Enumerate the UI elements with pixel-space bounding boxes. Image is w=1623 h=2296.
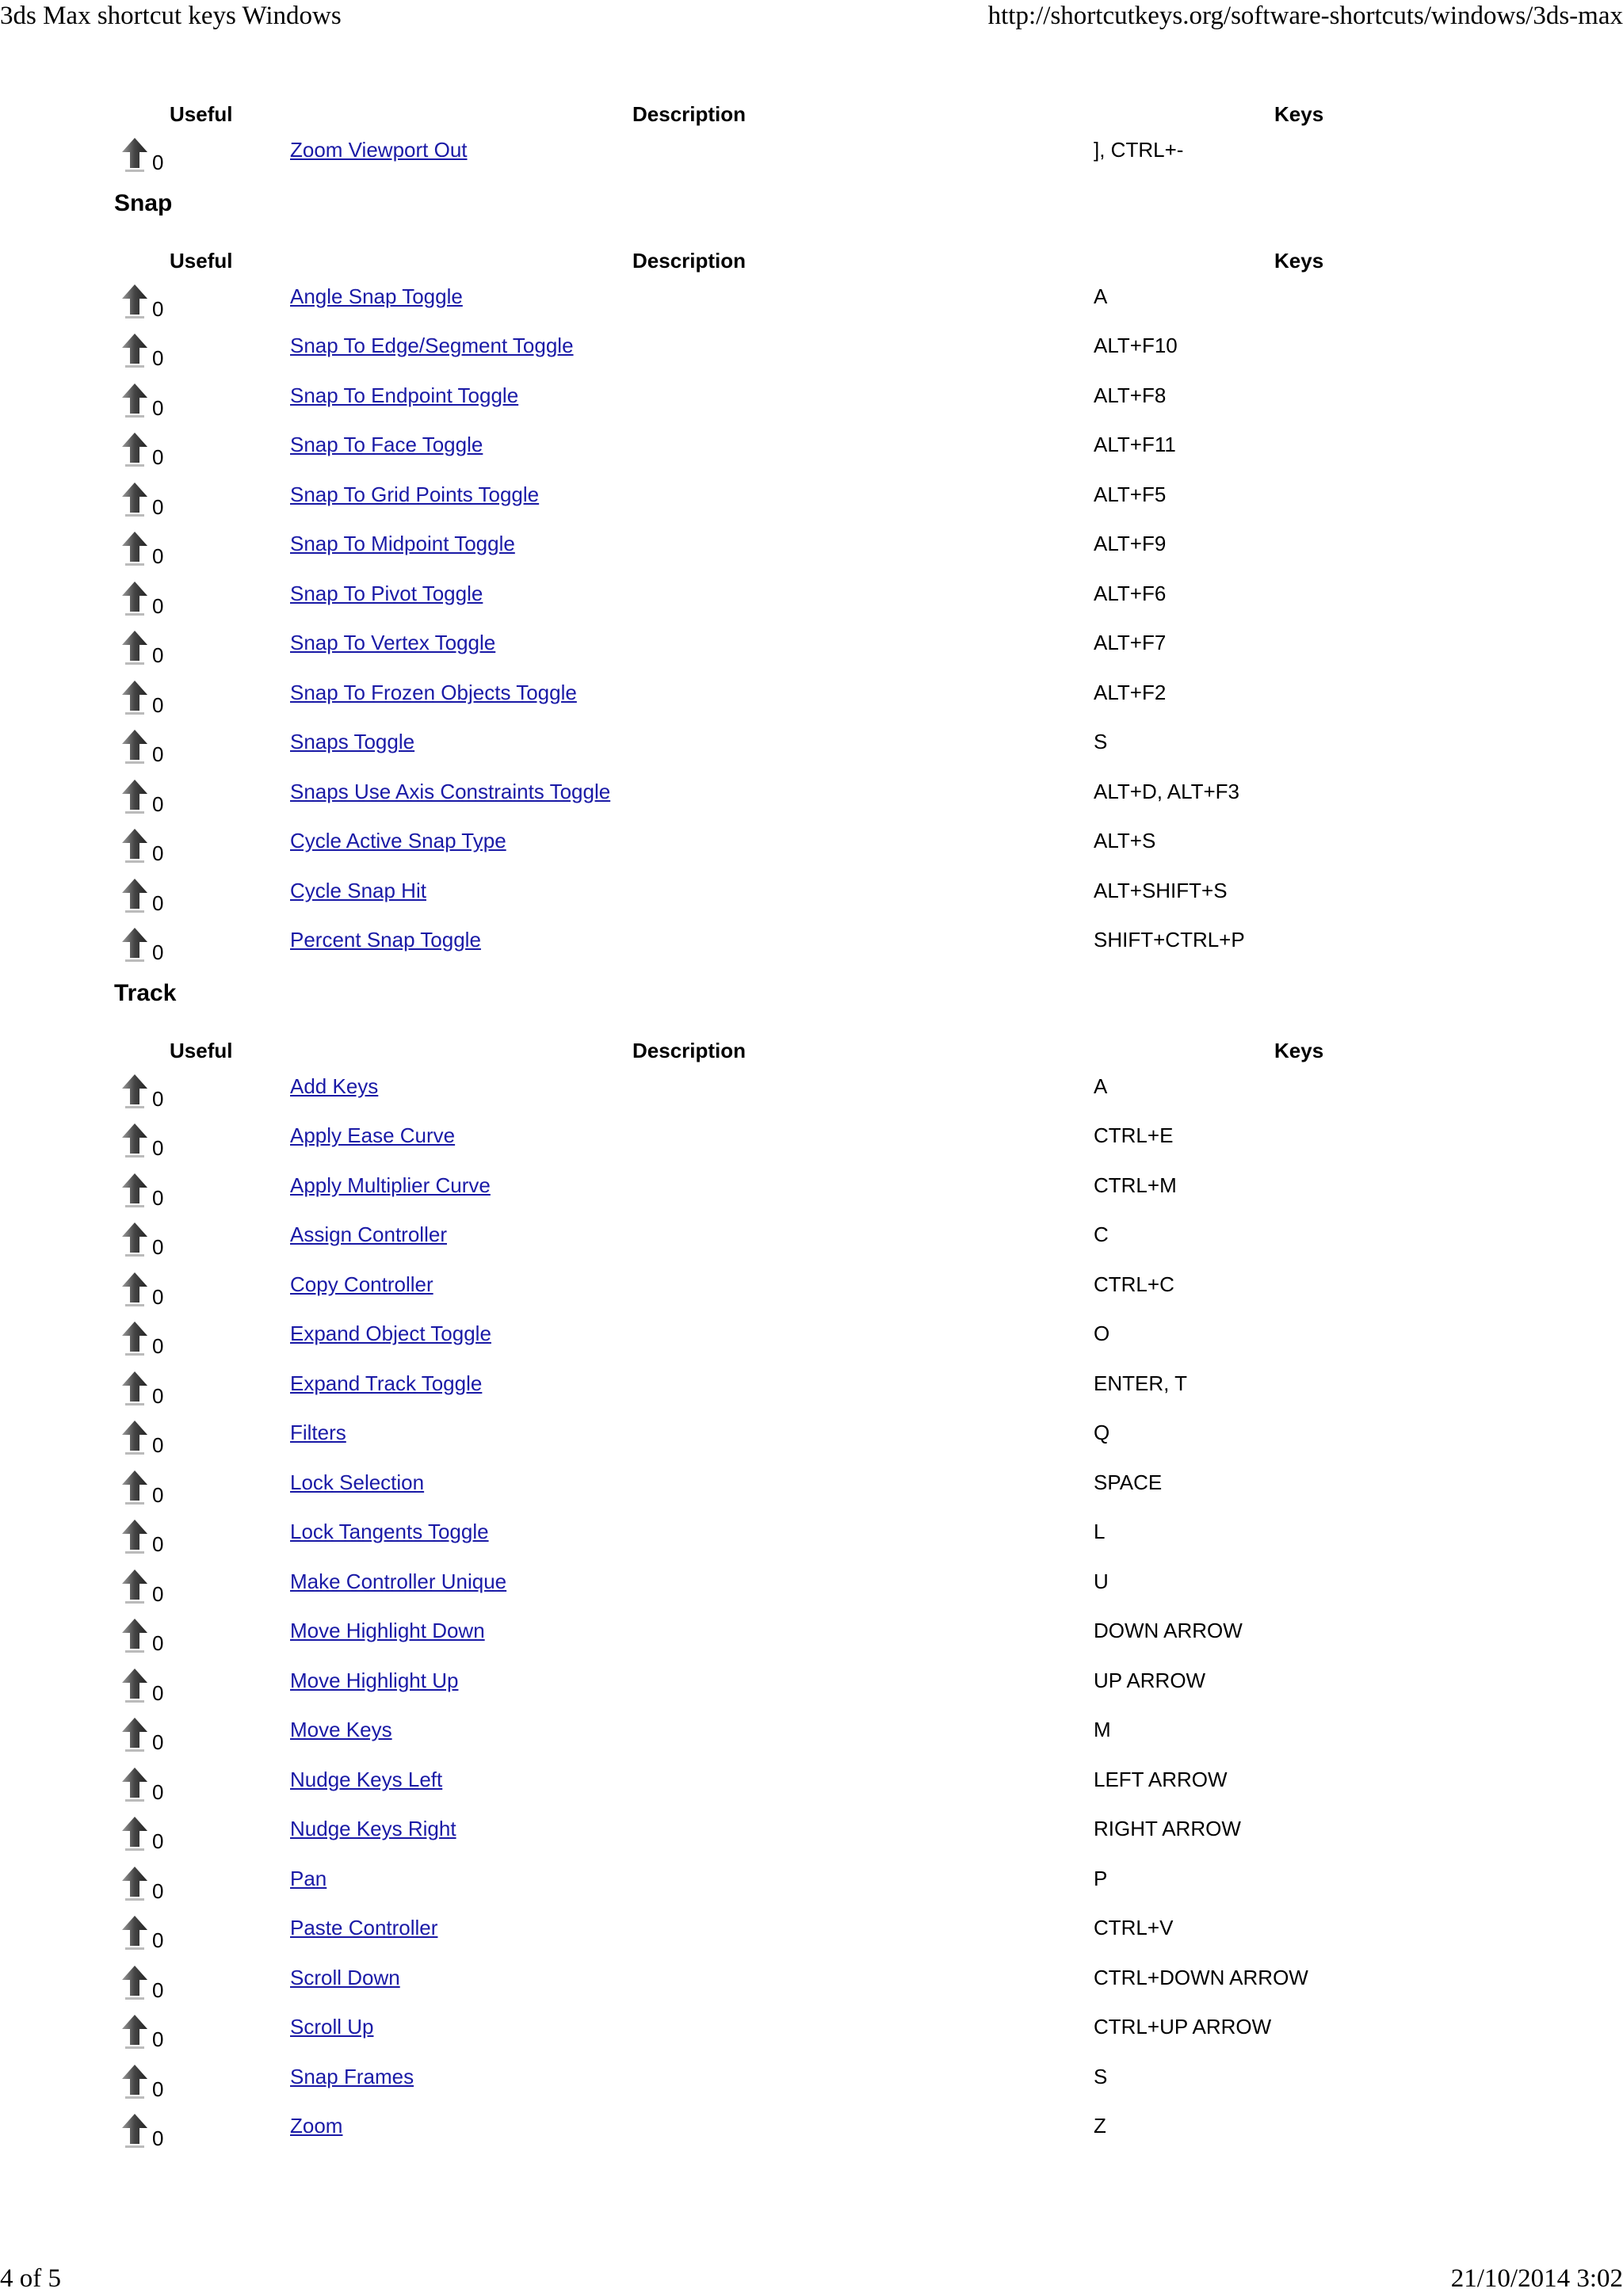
shortcut-keys: SHIFT+CTRL+P — [1094, 928, 1245, 952]
table-row — [0, 135, 1623, 184]
shortcut-description-link[interactable]: Zoom — [290, 2114, 343, 2138]
shortcut-description-link[interactable]: Nudge Keys Right — [290, 1817, 456, 1840]
vote-up-icon[interactable] — [119, 728, 151, 768]
vote-up-icon[interactable] — [119, 1320, 151, 1360]
table-row — [0, 875, 1623, 925]
useful-count: 0 — [152, 742, 164, 766]
vote-up-icon[interactable] — [119, 2063, 151, 2103]
shortcut-description-link[interactable]: Snap To Midpoint Toggle — [290, 532, 515, 555]
shortcut-description-link[interactable]: Cycle Snap Hit — [290, 878, 426, 902]
vote-up-icon[interactable] — [119, 926, 151, 966]
shortcut-description-link[interactable]: Snap To Frozen Objects Toggle — [290, 680, 577, 704]
useful-count: 0 — [152, 151, 164, 174]
shortcut-keys: ALT+S — [1094, 829, 1156, 852]
table-row — [0, 2012, 1623, 2061]
shortcut-keys: RIGHT ARROW — [1094, 1817, 1241, 1840]
useful-count: 0 — [152, 1680, 164, 1705]
useful-count: 0 — [152, 1086, 164, 1111]
shortcut-keys: ALT+F7 — [1094, 631, 1167, 654]
table-row — [0, 479, 1623, 528]
shortcut-keys: Z — [1094, 2114, 1106, 2138]
table-row — [0, 727, 1623, 776]
vote-up-icon[interactable] — [119, 1964, 151, 2004]
shortcut-description-link[interactable]: Expand Object Toggle — [290, 1322, 491, 1345]
shortcut-keys: U — [1094, 1569, 1109, 1593]
useful-count: 0 — [152, 940, 164, 964]
vote-up-icon[interactable] — [119, 530, 151, 570]
useful-count: 0 — [152, 1383, 164, 1408]
table-row — [0, 1368, 1623, 1417]
shortcut-keys: Q — [1094, 1421, 1110, 1444]
vote-up-icon[interactable] — [119, 827, 151, 867]
useful-count: 0 — [152, 1730, 164, 1754]
shortcut-keys: SPACE — [1094, 1470, 1163, 1494]
table-row — [0, 429, 1623, 479]
table-row — [0, 1269, 1623, 1318]
shortcut-description-link[interactable]: Scroll Up — [290, 2015, 374, 2039]
section-title: Snap — [114, 189, 173, 216]
vote-up-icon[interactable] — [119, 877, 151, 917]
vote-up-icon[interactable] — [119, 1914, 151, 1954]
shortcut-keys: M — [1094, 1718, 1111, 1741]
shortcut-keys: O — [1094, 1322, 1110, 1345]
table-header — [0, 1035, 1623, 1066]
column-header-useful: Useful — [170, 102, 233, 126]
shortcut-keys: A — [1094, 1074, 1108, 1098]
column-header-keys: Keys — [1274, 248, 1324, 273]
shortcut-keys: ALT+D, ALT+F3 — [1094, 779, 1240, 803]
vote-up-icon[interactable] — [119, 332, 151, 372]
vote-up-icon[interactable] — [119, 481, 151, 521]
shortcut-keys: ALT+SHIFT+S — [1094, 878, 1228, 902]
shortcut-description-link[interactable]: Angle Snap Toggle — [290, 284, 463, 308]
shortcut-description-link[interactable]: Snap Frames — [290, 2064, 414, 2088]
useful-count: 0 — [152, 2027, 164, 2051]
shortcut-description-link[interactable]: Snap To Endpoint Toggle — [290, 383, 519, 407]
print-header — [0, 0, 1623, 32]
vote-up-icon[interactable] — [119, 1469, 151, 1508]
vote-up-icon[interactable] — [119, 580, 151, 620]
vote-up-icon[interactable] — [119, 1419, 151, 1459]
vote-up-icon[interactable] — [119, 778, 151, 818]
useful-count: 0 — [152, 1878, 164, 1903]
column-header-description: Description — [632, 1038, 747, 1062]
print-datetime: 21/10/2014 3:02 — [1450, 2264, 1623, 2293]
shortcut-keys: A — [1094, 284, 1108, 308]
table-row — [0, 826, 1623, 875]
shortcut-description-link[interactable]: Snap To Pivot Toggle — [290, 581, 483, 605]
useful-count: 0 — [152, 1581, 164, 1606]
shortcut-keys: ALT+F5 — [1094, 482, 1167, 506]
useful-count: 0 — [152, 346, 164, 370]
vote-up-icon[interactable] — [119, 1766, 151, 1806]
shortcut-description-link[interactable]: Move Highlight Down — [290, 1619, 485, 1642]
useful-count: 0 — [152, 891, 164, 915]
shortcut-keys: CTRL+DOWN ARROW — [1094, 1965, 1308, 1989]
table-row — [0, 2111, 1623, 2160]
shortcut-description-link[interactable]: Move Keys — [290, 1718, 392, 1741]
shortcut-keys: C — [1094, 1222, 1109, 1246]
shortcut-keys: S — [1094, 2064, 1108, 2088]
shortcut-keys: S — [1094, 730, 1108, 753]
useful-count: 0 — [152, 395, 164, 420]
table-row — [0, 1962, 1623, 2012]
table-row — [0, 1665, 1623, 1714]
shortcut-description-link[interactable]: Snap To Grid Points Toggle — [290, 482, 540, 506]
shortcut-description-link[interactable]: Filters — [290, 1421, 346, 1444]
table-row — [0, 677, 1623, 727]
shortcut-keys: CTRL+UP ARROW — [1094, 2015, 1272, 2039]
table-row — [0, 925, 1623, 974]
shortcut-description-link[interactable]: Lock Selection — [290, 1470, 425, 1494]
page-title: 3ds Max shortcut keys Windows — [0, 2, 342, 30]
useful-count: 0 — [152, 445, 164, 469]
shortcut-description-link[interactable]: Assign Controller — [290, 1222, 447, 1246]
table-header — [0, 98, 1623, 130]
useful-count: 0 — [152, 593, 164, 618]
vote-up-icon[interactable] — [119, 1221, 151, 1261]
shortcut-keys: CTRL+M — [1094, 1173, 1177, 1197]
shortcut-description-link[interactable]: Apply Ease Curve — [290, 1123, 456, 1147]
vote-up-icon[interactable] — [119, 679, 151, 719]
table-row — [0, 1120, 1623, 1169]
column-header-description: Description — [632, 102, 747, 126]
column-header-description: Description — [632, 248, 747, 273]
vote-up-icon[interactable] — [119, 2013, 151, 2053]
column-header-keys: Keys — [1274, 102, 1324, 126]
table-row — [0, 1615, 1623, 1665]
shortcut-description-link[interactable]: Cycle Active Snap Type — [290, 829, 506, 852]
vote-up-icon[interactable] — [119, 1716, 151, 1756]
shortcut-keys: CTRL+E — [1094, 1123, 1174, 1147]
shortcut-keys: ENTER, T — [1094, 1371, 1187, 1395]
vote-up-icon[interactable] — [119, 283, 151, 322]
shortcut-description-link[interactable]: Copy Controller — [290, 1272, 433, 1296]
shortcut-description-link[interactable]: Make Controller Unique — [290, 1569, 507, 1593]
table-row — [0, 1071, 1623, 1120]
table-row — [0, 1714, 1623, 1764]
useful-count: 0 — [152, 1779, 164, 1804]
table-row — [0, 1863, 1623, 1913]
section-title: Track — [114, 979, 177, 1006]
useful-count: 0 — [152, 1433, 164, 1457]
shortcut-description-link[interactable]: Zoom Viewport Out — [290, 138, 468, 162]
useful-count: 0 — [152, 1136, 164, 1160]
vote-up-icon[interactable] — [119, 136, 151, 176]
vote-up-icon[interactable] — [119, 1617, 151, 1657]
useful-count: 0 — [152, 1532, 164, 1556]
useful-count: 0 — [152, 1978, 164, 2002]
shortcut-keys: ALT+F2 — [1094, 680, 1167, 704]
shortcut-description-link[interactable]: Percent Snap Toggle — [290, 928, 481, 952]
useful-count: 0 — [152, 791, 164, 816]
table-row — [0, 330, 1623, 379]
shortcut-keys: ALT+F8 — [1094, 383, 1167, 407]
shortcut-keys: LEFT ARROW — [1094, 1767, 1228, 1791]
shortcut-description-link[interactable]: Apply Multiplier Curve — [290, 1173, 491, 1197]
useful-count: 0 — [152, 1829, 164, 1853]
shortcut-keys: ], CTRL+- — [1094, 138, 1184, 162]
useful-count: 0 — [152, 2126, 164, 2150]
table-row — [0, 528, 1623, 578]
useful-count: 0 — [152, 841, 164, 865]
vote-up-icon[interactable] — [119, 1271, 151, 1310]
vote-up-icon[interactable] — [119, 629, 151, 669]
vote-up-icon[interactable] — [119, 1865, 151, 1905]
shortcut-description-link[interactable]: Snap To Edge/Segment Toggle — [290, 334, 574, 357]
table-row — [0, 281, 1623, 330]
table-row — [0, 578, 1623, 627]
shortcut-description-link[interactable]: Paste Controller — [290, 1916, 438, 1939]
print-footer — [0, 2263, 1623, 2294]
shortcut-description-link[interactable]: Add Keys — [290, 1074, 379, 1098]
table-row — [0, 1814, 1623, 1863]
column-header-useful: Useful — [170, 248, 233, 273]
shortcut-keys: ALT+F10 — [1094, 334, 1178, 357]
shortcut-keys: ALT+F11 — [1094, 433, 1176, 456]
useful-count: 0 — [152, 692, 164, 717]
useful-count: 0 — [152, 1235, 164, 1259]
useful-count: 0 — [152, 643, 164, 667]
shortcut-description-link[interactable]: Scroll Down — [290, 1965, 400, 1989]
shortcut-description-link[interactable]: Lock Tangents Toggle — [290, 1520, 489, 1543]
shortcut-keys: UP ARROW — [1094, 1668, 1206, 1692]
column-header-useful: Useful — [170, 1038, 233, 1062]
table-row — [0, 627, 1623, 677]
shortcut-description-link[interactable]: Nudge Keys Left — [290, 1767, 443, 1791]
table-row — [0, 1467, 1623, 1516]
shortcut-description-link[interactable]: Snap To Face Toggle — [290, 433, 483, 456]
vote-up-icon[interactable] — [119, 1568, 151, 1608]
column-header-keys: Keys — [1274, 1038, 1324, 1062]
shortcut-description-link[interactable]: Pan — [290, 1866, 327, 1890]
shortcut-keys: ALT+F6 — [1094, 581, 1167, 605]
useful-count: 0 — [152, 1185, 164, 1210]
shortcut-keys: CTRL+V — [1094, 1916, 1174, 1939]
vote-up-icon[interactable] — [119, 1518, 151, 1558]
shortcut-keys: DOWN ARROW — [1094, 1619, 1243, 1642]
useful-count: 0 — [152, 296, 164, 321]
vote-up-icon[interactable] — [119, 1667, 151, 1707]
table-header — [0, 245, 1623, 277]
table-row — [0, 1566, 1623, 1615]
useful-count: 0 — [152, 2077, 164, 2101]
vote-up-icon[interactable] — [119, 1073, 151, 1112]
shortcut-keys: L — [1094, 1520, 1106, 1543]
useful-count: 0 — [152, 544, 164, 568]
useful-count: 0 — [152, 1334, 164, 1358]
table-row — [0, 2061, 1623, 2111]
vote-up-icon[interactable] — [119, 1122, 151, 1161]
vote-up-icon[interactable] — [119, 1370, 151, 1409]
shortcut-keys: P — [1094, 1866, 1108, 1890]
useful-count: 0 — [152, 1482, 164, 1507]
shortcut-description-link[interactable]: Expand Track Toggle — [290, 1371, 483, 1395]
shortcut-description-link[interactable]: Snaps Toggle — [290, 730, 415, 753]
vote-up-icon[interactable] — [119, 2112, 151, 2152]
useful-count: 0 — [152, 1631, 164, 1655]
vote-up-icon[interactable] — [119, 382, 151, 421]
vote-up-icon[interactable] — [119, 1172, 151, 1211]
table-row — [0, 1318, 1623, 1367]
vote-up-icon[interactable] — [119, 431, 151, 471]
shortcut-description-link[interactable]: Move Highlight Up — [290, 1668, 459, 1692]
useful-count: 0 — [152, 494, 164, 519]
shortcut-description-link[interactable]: Snap To Vertex Toggle — [290, 631, 496, 654]
table-row — [0, 1516, 1623, 1566]
table-row — [0, 1764, 1623, 1814]
shortcut-description-link[interactable]: Snaps Use Axis Constraints Toggle — [290, 779, 611, 803]
table-row — [0, 380, 1623, 429]
table-row — [0, 1417, 1623, 1466]
table-row — [0, 776, 1623, 826]
vote-up-icon[interactable] — [119, 1815, 151, 1855]
useful-count: 0 — [152, 1928, 164, 1952]
table-row — [0, 1913, 1623, 1962]
shortcut-keys: CTRL+C — [1094, 1272, 1174, 1296]
useful-count: 0 — [152, 1284, 164, 1309]
page-url: http://shortcutkeys.org/software-shortcuts/windows/3ds-max — [987, 2, 1623, 30]
shortcut-keys: ALT+F9 — [1094, 532, 1167, 555]
page-number: 4 of 5 — [0, 2264, 61, 2293]
table-row — [0, 1170, 1623, 1219]
table-row — [0, 1219, 1623, 1268]
